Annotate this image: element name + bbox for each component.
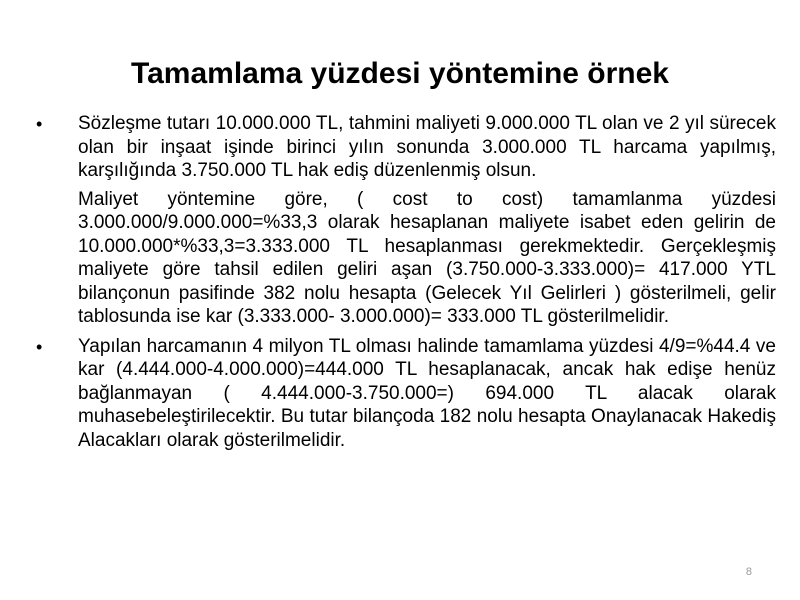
paragraph-cost-method: Maliyet yöntemine göre, ( cost to cost) tamamlanma yüzdesi 3.000.000/9.000.000=%33,3 olarak hesaplanan maliyete isabet eden gelirin de 10.000.000*%33,3=3.333.000 TL hesaplanması gerekmektedir. Gerçekleşmiş maliyete göre tahsil edilen geliri aşan (3.750.000-3.333.000)= 417.000 YTL bilançonun pasifinde 382 nolu hesapta (Gelecek Yıl Gelirleri ) gösterilmeli, gelir tablosunda ise kar (3.333.000- 3.000.000)= 333.000 TL gösterilmelidir. [78,188,776,327]
bullet-item-2 [36,335,776,453]
paragraph-four-million-case: Yapılan harcamanın 4 milyon TL olması halinde tamamlama yüzdesi 4/9=%44.4 ve kar (4.444.000-4.000.000)=444.000 TL hesaplanacak, ancak hak edişe henüz bağlanmayan ( 4.444.000-3.750.000=) 694.000 TL alacak olarak muhasebeleştirilecektir. Bu tutar bilançoda 182 nolu hesapta Onaylanacak Hakediş Alacakları olarak gösterilmelidir. [78,335,776,451]
slide-body [36,112,776,452]
paragraph-contract-example: Sözleşme tutarı 10.000.000 TL, tahmini maliyeti 9.000.000 TL olan ve 2 yıl sürecek olan bir inşaat işinde birinci yılın sonunda 3.000.000 TL harcama yapılmış, karşılığında 3.750.000 TL hak ediş düzenlenmiş olsun. [78,113,776,181]
page-number: 8 [745,566,752,578]
bullet-icon: • [36,114,43,134]
bullet-icon: • [36,336,43,357]
bullet-item-1 [36,112,776,183]
slide-title: Tamamlama yüzdesi yöntemine örnek [131,57,669,90]
